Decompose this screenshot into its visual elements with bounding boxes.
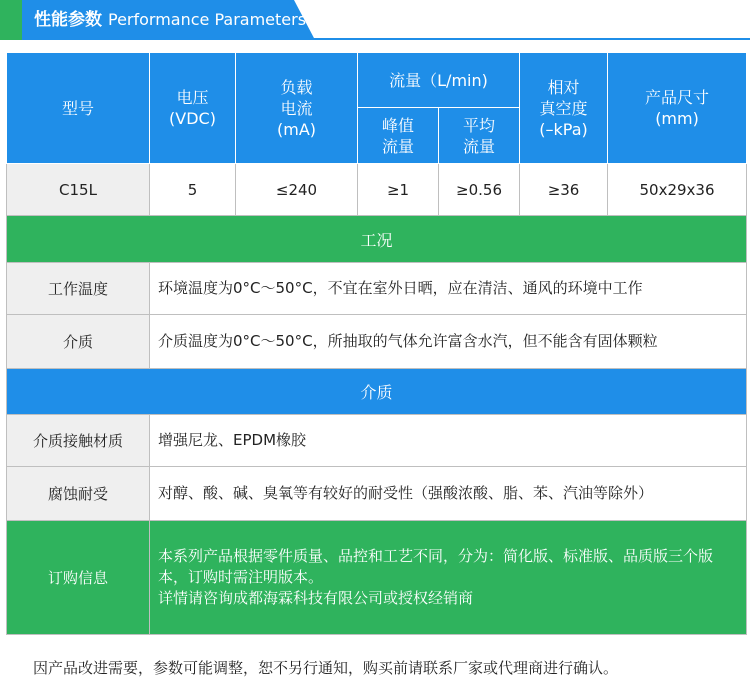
temp-text: 环境温度为0°C～50°C，不宜在室外日晒，应在清洁、通风的环境中工作 xyxy=(150,263,747,315)
contact-label: 介质接触材质 xyxy=(7,415,150,467)
performance-table xyxy=(6,52,747,635)
banner-underline xyxy=(300,38,750,40)
table-row xyxy=(7,315,747,369)
cell-model: C15L xyxy=(7,164,150,216)
cell-vacuum: ≥36 xyxy=(520,164,608,216)
header-voltage-label: 电压 (VDC) xyxy=(169,88,216,128)
header-flow-label: 流量（L/min) xyxy=(389,70,488,90)
header-peak-flow-label: 峰值 流量 xyxy=(381,115,414,156)
header-flow xyxy=(358,53,520,108)
order-line-2: 详情请咨询成都海霖科技有限公司或授权经销商 xyxy=(158,589,474,607)
corrosion-label: 腐蚀耐受 xyxy=(7,467,150,521)
cell-size: 50x29x36 xyxy=(608,164,747,216)
table-row xyxy=(7,164,747,216)
header-size-label: 产品尺寸 (mm) xyxy=(645,88,710,128)
conditions-section-title: 工况 xyxy=(7,216,747,263)
contact-text: 增强尼龙、EPDM橡胶 xyxy=(150,415,747,467)
medium-label: 介质 xyxy=(7,315,150,369)
table-row xyxy=(7,263,747,315)
cell-current: ≤240 xyxy=(236,164,358,216)
footer-note: 因产品改进需要，参数可能调整，恕不另行通知，购买前请联系厂家或代理商进行确认。 xyxy=(33,659,619,677)
temp-label: 工作温度 xyxy=(7,263,150,315)
header-avg-flow-label: 平均 流量 xyxy=(463,115,496,156)
cell-peak-flow: ≥1 xyxy=(358,164,439,216)
table-row xyxy=(7,521,747,635)
header-vacuum xyxy=(520,53,608,164)
header-peak-flow xyxy=(358,108,439,164)
table-row xyxy=(7,415,747,467)
header-vacuum-label: 相对 真空度 (–kPa) xyxy=(539,77,588,139)
table-row xyxy=(7,467,747,521)
order-text xyxy=(150,521,747,635)
header-model-label: 型号 xyxy=(61,98,94,118)
banner-title-cn: 性能参数 xyxy=(34,10,102,30)
order-label: 订购信息 xyxy=(7,521,150,635)
header-model xyxy=(7,53,150,164)
header-size xyxy=(608,53,747,164)
banner-title xyxy=(34,8,306,32)
header-avg-flow xyxy=(439,108,520,164)
header-current-label: 负载 电流 (mA) xyxy=(276,77,316,139)
order-line-1: 本系列产品根据零件质量、品控和工艺不同，分为：简化版、标准版、品质版三个版本，订购时需注明版本。 xyxy=(158,547,714,586)
cell-voltage: 5 xyxy=(150,164,236,216)
cell-avg-flow: ≥0.56 xyxy=(439,164,520,216)
banner-title-en: Performance Parameters xyxy=(108,10,307,29)
medium-text: 介质温度为0°C～50°C，所抽取的气体允许富含水汽，但不能含有固体颗粒 xyxy=(150,315,747,369)
section-banner xyxy=(0,0,750,40)
header-voltage xyxy=(150,53,236,164)
corrosion-text: 对醇、酸、碱、臭氧等有较好的耐受性（强酸浓酸、脂、苯、汽油等除外） xyxy=(150,467,747,521)
header-current xyxy=(236,53,358,164)
medium-section-title: 介质 xyxy=(7,369,747,415)
banner-green-accent xyxy=(0,0,22,40)
